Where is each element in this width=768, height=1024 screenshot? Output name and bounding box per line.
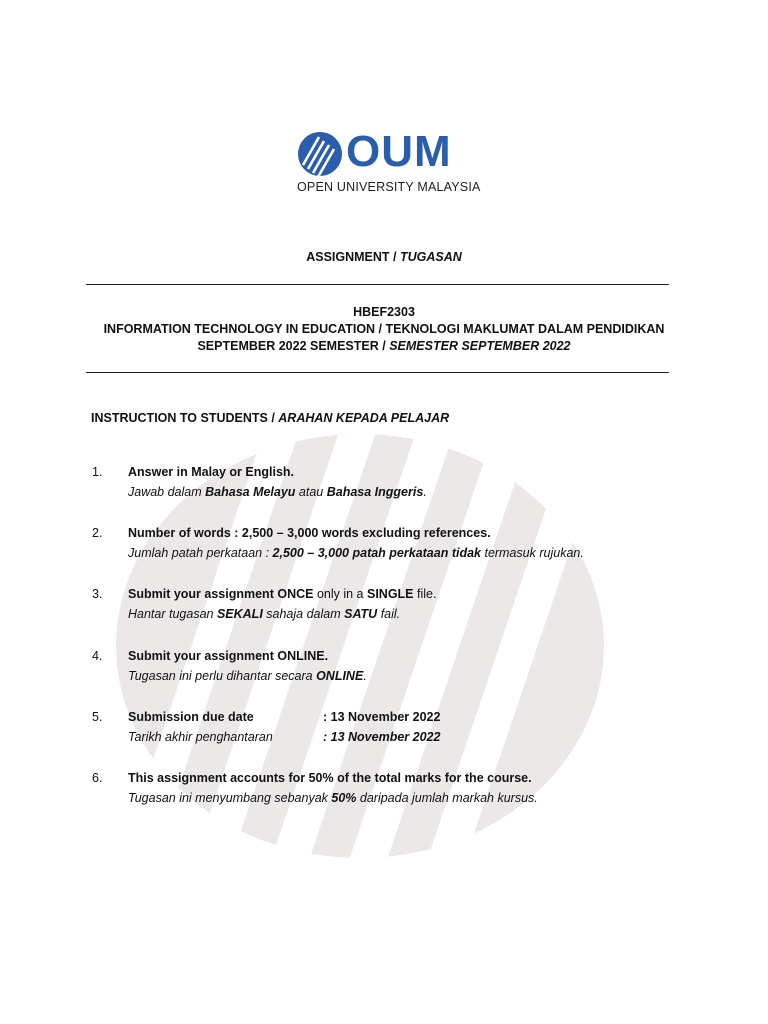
top-divider	[86, 284, 669, 285]
oum-logo	[297, 127, 481, 201]
logo-wordmark: OUM	[346, 127, 452, 176]
course-title: INFORMATION TECHNOLOGY IN EDUCATION / TEKNOLOGI MAKLUMAT DALAM PENDIDIKAN	[103, 322, 665, 336]
logo-subtitle: OPEN UNIVERSITY MALAYSIA	[297, 180, 481, 194]
semester: SEPTEMBER 2022 SEMESTER / SEMESTER SEPTEMBER 2022	[197, 339, 571, 353]
course-code: HBEF2303	[353, 305, 415, 319]
oum-globe-icon	[297, 131, 343, 177]
assignment-title: ASSIGNMENT / TUGASAN	[306, 250, 462, 264]
bottom-divider	[86, 372, 669, 373]
instructions-heading: INSTRUCTION TO STUDENTS / ARAHAN KEPADA PELAJAR	[91, 411, 450, 425]
